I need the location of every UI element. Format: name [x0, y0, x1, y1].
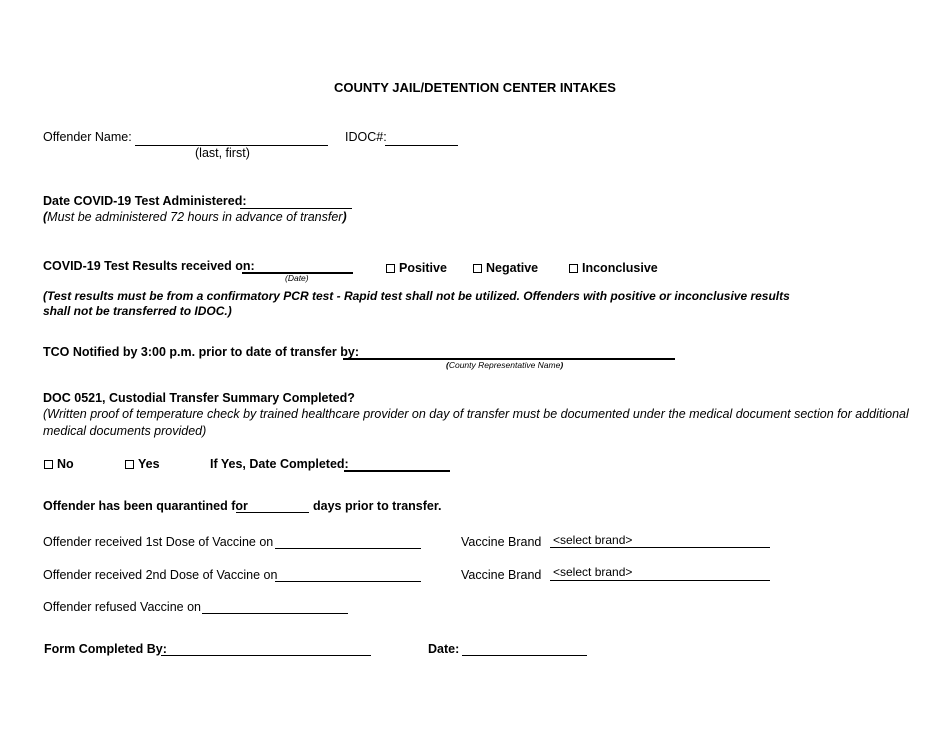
dose1-brand-underline — [550, 547, 770, 548]
dose2-date-field[interactable] — [275, 581, 421, 582]
offender-name-hint: (last, first) — [195, 146, 250, 160]
dose2-brand-underline — [550, 580, 770, 581]
completed-by-label: Form Completed By: — [44, 642, 167, 656]
yes-label: Yes — [138, 457, 160, 471]
test-date-field[interactable] — [240, 208, 352, 209]
refused-date-field[interactable] — [202, 613, 348, 614]
negative-label: Negative — [486, 261, 539, 275]
doc0521-yes-option[interactable] — [125, 457, 160, 471]
test-date-note — [43, 210, 347, 224]
positive-label: Positive — [399, 261, 447, 275]
doc0521-note-line1: (Written proof of temperature check by trained healthcare provider on day of transfer must be documented under the medical document section for additional — [43, 407, 909, 421]
inconclusive-option[interactable] — [569, 261, 658, 275]
offender-name-label: Offender Name: — [43, 130, 132, 144]
footer-date-label: Date: — [428, 642, 460, 656]
page-title: COUNTY JAIL/DETENTION CENTER INTAKES — [334, 80, 616, 95]
doc0521-note-line2: medical documents provided) — [43, 424, 207, 438]
dose2-brand-label: Vaccine Brand — [461, 568, 542, 582]
if-yes-date-field[interactable] — [344, 470, 450, 472]
tco-hint-text: County Representative Name — [448, 360, 561, 370]
no-label: No — [57, 457, 74, 471]
tco-rep-hint — [446, 360, 563, 370]
quarantine-suffix: days prior to transfer. — [313, 499, 442, 513]
test-date-note-close: ) — [342, 210, 347, 224]
test-date-note-open: ( — [43, 210, 48, 224]
dose1-brand-select[interactable]: <select brand> — [553, 533, 633, 547]
completed-by-field[interactable] — [161, 655, 371, 656]
doc0521-no-option[interactable] — [44, 457, 74, 471]
positive-checkbox[interactable] — [386, 264, 395, 273]
test-date-label: Date COVID-19 Test Administered: — [43, 194, 247, 208]
idoc-field[interactable] — [385, 145, 458, 146]
quarantine-prefix: Offender has been quarantined for — [43, 499, 248, 513]
dose2-label: Offender received 2nd Dose of Vaccine on — [43, 568, 278, 582]
results-note-line2: shall not be transferred to IDOC.) — [43, 304, 232, 318]
results-label: COVID-19 Test Results received on: — [43, 259, 255, 273]
footer-date-field[interactable] — [462, 655, 587, 656]
dose1-brand-label: Vaccine Brand — [461, 535, 542, 549]
if-yes-date-label: If Yes, Date Completed: — [210, 457, 349, 471]
idoc-label: IDOC#: — [345, 130, 387, 144]
tco-hint-close: ) — [560, 360, 564, 370]
test-date-note-text: Must be administered 72 hours in advance of transfer — [47, 210, 343, 224]
no-checkbox[interactable] — [44, 460, 53, 469]
results-date-hint: (Date) — [285, 273, 309, 283]
tco-hint-open: ( — [446, 360, 449, 370]
dose1-label: Offender received 1st Dose of Vaccine on — [43, 535, 274, 549]
negative-option[interactable] — [473, 261, 538, 275]
tco-label: TCO Notified by 3:00 p.m. prior to date of transfer by: — [43, 345, 360, 359]
negative-checkbox[interactable] — [473, 264, 482, 273]
yes-checkbox[interactable] — [125, 460, 134, 469]
doc0521-label: DOC 0521, Custodial Transfer Summary Completed? — [43, 391, 355, 405]
results-note-line1: (Test results must be from a confirmatory PCR test - Rapid test shall not be utilized. Offenders with positive or inconclusive results — [43, 289, 790, 303]
quarantine-days-field[interactable] — [236, 512, 309, 513]
inconclusive-checkbox[interactable] — [569, 264, 578, 273]
dose1-date-field[interactable] — [275, 548, 421, 549]
refused-label: Offender refused Vaccine on — [43, 600, 201, 614]
inconclusive-label: Inconclusive — [582, 261, 658, 275]
positive-option[interactable] — [386, 261, 447, 275]
dose2-brand-select[interactable]: <select brand> — [553, 565, 633, 579]
